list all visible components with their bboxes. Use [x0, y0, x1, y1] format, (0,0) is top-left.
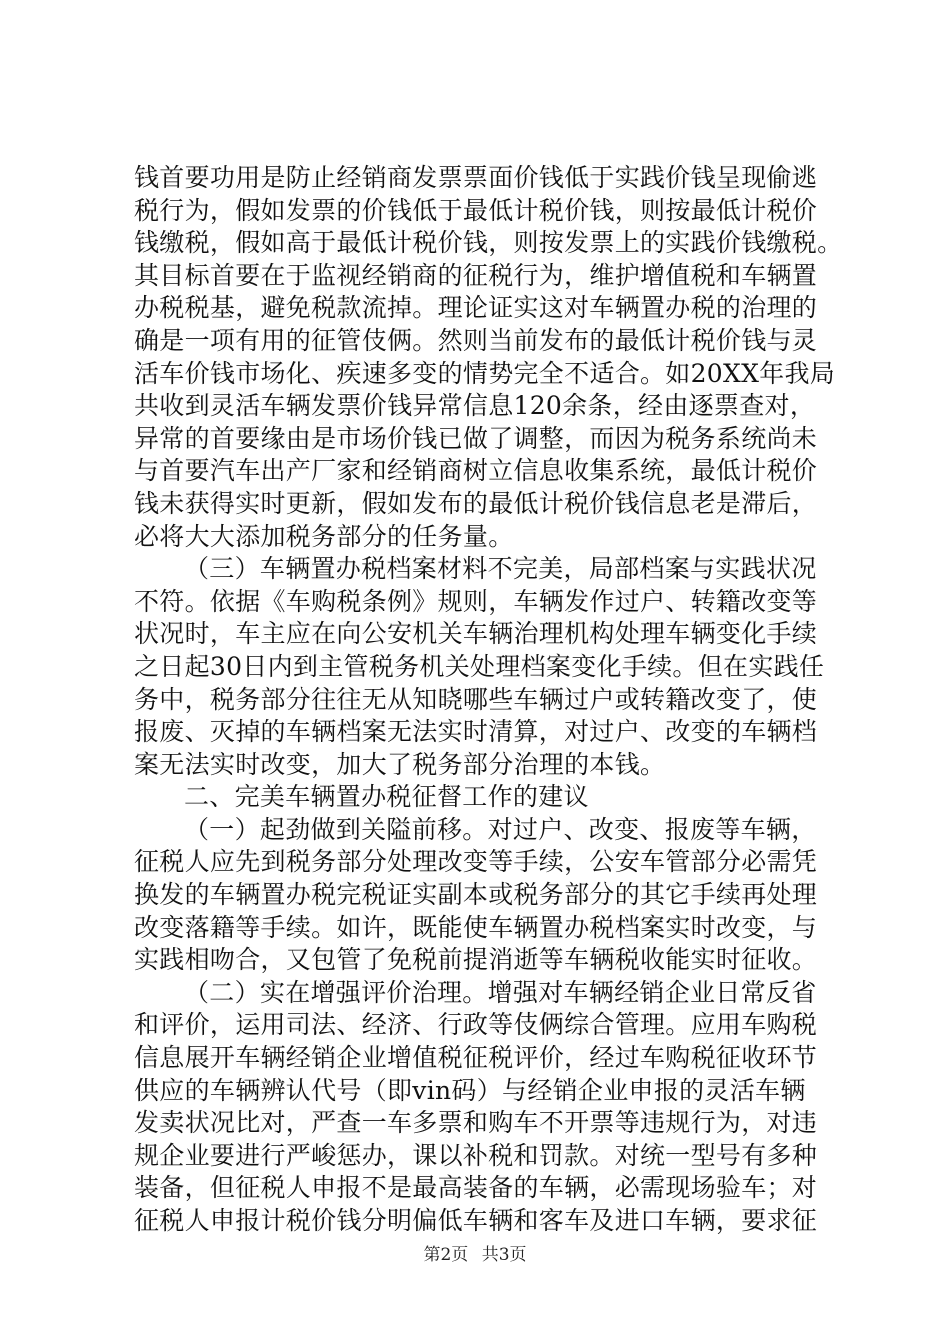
text-line: 异常的首要缘由是市场价钱已做了调整，而因为税务系统尚未: [134, 423, 818, 453]
text-line: 之日起30日内到主管税务机关处理档案变化手续。但在实践任: [134, 651, 825, 681]
text-line: 装备，但征税人申报不是最高装备的车辆，必需现场验车；对: [134, 1173, 818, 1203]
page-number: 第2页: [423, 1245, 469, 1265]
text-line: 报废、灭掉的车辆档案无法实时清算，对过户、改变的车辆档: [134, 717, 818, 747]
text-line: 不符。依据《车购税条例》规则，车辆发作过户、转籍改变等: [134, 586, 818, 616]
text-line: 钱缴税，假如高于最低计税价钱，则按发票上的实践价钱缴税。: [134, 228, 843, 258]
page-total: 共3页: [481, 1245, 527, 1265]
text-line: 确是一项有用的征管伎俩。然则当前发布的最低计税价钱与灵: [134, 325, 818, 355]
page-footer: [0, 1244, 950, 1266]
text-line: 征税人应先到税务部分处理改变等手续，公安车管部分必需凭: [134, 847, 818, 877]
text-line: 和评价，运用司法、经济、行政等伎俩综合管理。应用车购税: [134, 1010, 818, 1040]
text-line: （二）实在增强评价治理。增强对车辆经销企业日常反省: [184, 977, 817, 1007]
text-line: 其目标首要在于监视经销商的征税行为，维护增值税和车辆置: [134, 260, 818, 290]
text-line: 活车价钱市场化、疾速多变的情势完全不适合。如20XX年我局: [134, 358, 836, 388]
text-line: 税行为，假如发票的价钱低于最低计税价钱，则按最低计税价: [134, 195, 818, 225]
text-line: 共收到灵活车辆发票价钱异常信息120余条，经由逐票查对，: [134, 391, 816, 421]
text-line: 实践相吻合，又包管了免税前提消逝等车辆税收能实时征收。: [134, 945, 818, 975]
text-line: 规企业要进行严峻惩办，课以补税和罚款。对统一型号有多种: [134, 1140, 818, 1170]
text-line: 状况时，车主应在向公安机关车辆治理机构处理车辆变化手续: [134, 619, 818, 649]
text-line: 供应的车辆辨认代号（即vin码）与经销企业申报的灵活车辆: [134, 1075, 806, 1105]
text-line: 案无法实时改变，加大了税务部分治理的本钱。: [134, 749, 666, 779]
text-line: 信息展开车辆经销企业增值税征税评价，经过车购税征收环节: [134, 1043, 818, 1073]
text-line: 改变落籍等手续。如许，既能使车辆置办税档案实时改变，与: [134, 912, 818, 942]
text-line: 钱未获得实时更新，假如发布的最低计税价钱信息老是滞后，: [134, 488, 818, 518]
text-line: （一）起劲做到关隘前移。对过户、改变、报废等车辆，: [184, 814, 817, 844]
text-line: 必将大大添加税务部分的任务量。: [134, 521, 514, 551]
text-line: 二、完美车辆置办税征督工作的建议: [184, 782, 589, 812]
text-line: （三）车辆置办税档案材料不完美，局部档案与实践状况: [184, 554, 817, 584]
text-line: 换发的车辆置办税完税证实副本或税务部分的其它手续再处理: [134, 880, 818, 910]
text-line: 务中，税务部分往往无从知晓哪些车辆过户或转籍改变了，使: [134, 684, 818, 714]
text-line: 征税人申报计税价钱分明偏低车辆和客车及进口车辆，要求征: [134, 1206, 818, 1235]
text-line: 与首要汽车出产厂家和经销商树立信息收集系统，最低计税价: [134, 456, 818, 486]
text-line: 发卖状况比对，严查一车多票和购车不开票等违规行为，对违: [134, 1108, 818, 1138]
text-line: 钱首要功用是防止经销商发票票面价钱低于实践价钱呈现偷逃: [134, 163, 818, 192]
document-body: [134, 162, 843, 1238]
text-line: 办税税基，避免税款流掉。理论证实这对车辆置办税的治理的: [134, 293, 818, 323]
